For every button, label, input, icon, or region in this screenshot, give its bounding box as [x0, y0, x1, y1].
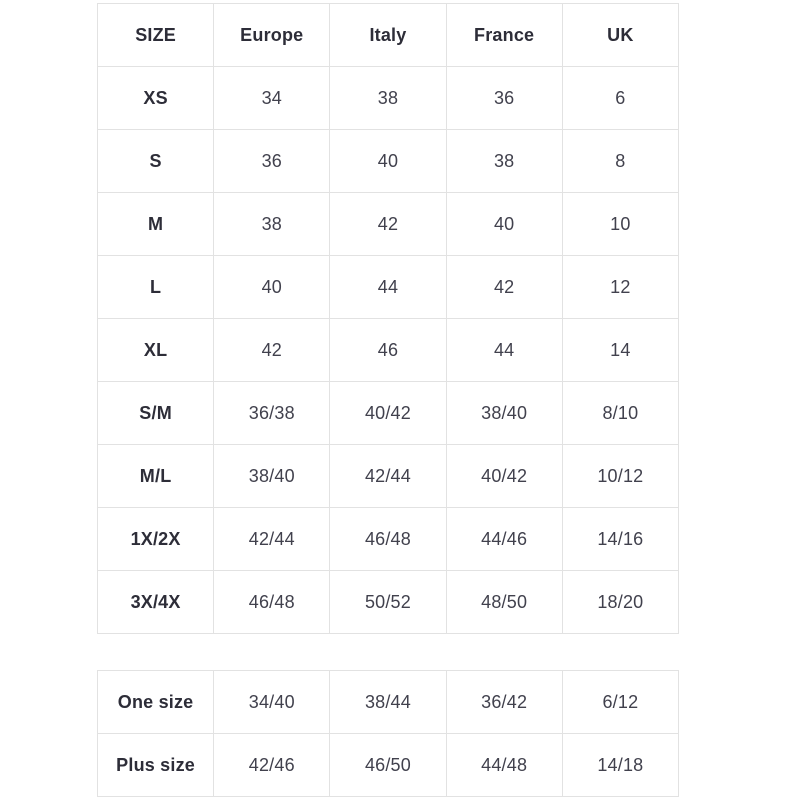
value-cell: 40	[446, 193, 562, 256]
row-header-cell: XS	[98, 67, 214, 130]
table-row	[98, 445, 679, 508]
size-chart	[97, 3, 679, 797]
value-cell: 36/42	[446, 671, 562, 734]
table-row	[98, 508, 679, 571]
column-header-uk: UK	[562, 4, 678, 67]
special-sizes-table	[97, 670, 679, 797]
value-cell: 46	[330, 319, 446, 382]
value-cell: 42/44	[330, 445, 446, 508]
value-cell: 6/12	[562, 671, 678, 734]
value-cell: 36	[214, 130, 330, 193]
row-header-cell: M	[98, 193, 214, 256]
value-cell: 48/50	[446, 571, 562, 634]
value-cell: 44/48	[446, 734, 562, 797]
table-gap	[97, 634, 679, 670]
row-header-cell: S/M	[98, 382, 214, 445]
value-cell: 36	[446, 67, 562, 130]
value-cell: 40	[214, 256, 330, 319]
value-cell: 46/48	[214, 571, 330, 634]
value-cell: 44/46	[446, 508, 562, 571]
value-cell: 40/42	[446, 445, 562, 508]
value-cell: 10/12	[562, 445, 678, 508]
special-sizes-body	[98, 671, 679, 797]
table-row	[98, 571, 679, 634]
value-cell: 6	[562, 67, 678, 130]
column-header-size: SIZE	[98, 4, 214, 67]
value-cell: 42	[330, 193, 446, 256]
row-header-cell: M/L	[98, 445, 214, 508]
column-header-france: France	[446, 4, 562, 67]
row-header-cell: One size	[98, 671, 214, 734]
value-cell: 50/52	[330, 571, 446, 634]
table-row	[98, 193, 679, 256]
size-conversion-table	[97, 3, 679, 634]
value-cell: 38/40	[214, 445, 330, 508]
row-header-cell: S	[98, 130, 214, 193]
value-cell: 42	[446, 256, 562, 319]
value-cell: 44	[330, 256, 446, 319]
value-cell: 38	[446, 130, 562, 193]
value-cell: 40/42	[330, 382, 446, 445]
table-row	[98, 319, 679, 382]
value-cell: 10	[562, 193, 678, 256]
table-row	[98, 671, 679, 734]
value-cell: 38/44	[330, 671, 446, 734]
value-cell: 34/40	[214, 671, 330, 734]
column-header-europe: Europe	[214, 4, 330, 67]
row-header-cell: XL	[98, 319, 214, 382]
table-row	[98, 130, 679, 193]
value-cell: 42/46	[214, 734, 330, 797]
value-cell: 42	[214, 319, 330, 382]
value-cell: 46/50	[330, 734, 446, 797]
table-row	[98, 382, 679, 445]
value-cell: 44	[446, 319, 562, 382]
table-row	[98, 67, 679, 130]
value-cell: 18/20	[562, 571, 678, 634]
value-cell: 12	[562, 256, 678, 319]
table-row	[98, 256, 679, 319]
value-cell: 42/44	[214, 508, 330, 571]
value-cell: 38	[330, 67, 446, 130]
value-cell: 34	[214, 67, 330, 130]
value-cell: 38/40	[446, 382, 562, 445]
size-table-header	[98, 4, 679, 67]
value-cell: 8/10	[562, 382, 678, 445]
size-table-body	[98, 67, 679, 634]
value-cell: 14/18	[562, 734, 678, 797]
row-header-cell: 1X/2X	[98, 508, 214, 571]
value-cell: 14	[562, 319, 678, 382]
value-cell: 40	[330, 130, 446, 193]
row-header-cell: Plus size	[98, 734, 214, 797]
table-row	[98, 734, 679, 797]
value-cell: 36/38	[214, 382, 330, 445]
value-cell: 46/48	[330, 508, 446, 571]
row-header-cell: 3X/4X	[98, 571, 214, 634]
column-header-italy: Italy	[330, 4, 446, 67]
value-cell: 38	[214, 193, 330, 256]
value-cell: 14/16	[562, 508, 678, 571]
value-cell: 8	[562, 130, 678, 193]
header-row	[98, 4, 679, 67]
row-header-cell: L	[98, 256, 214, 319]
